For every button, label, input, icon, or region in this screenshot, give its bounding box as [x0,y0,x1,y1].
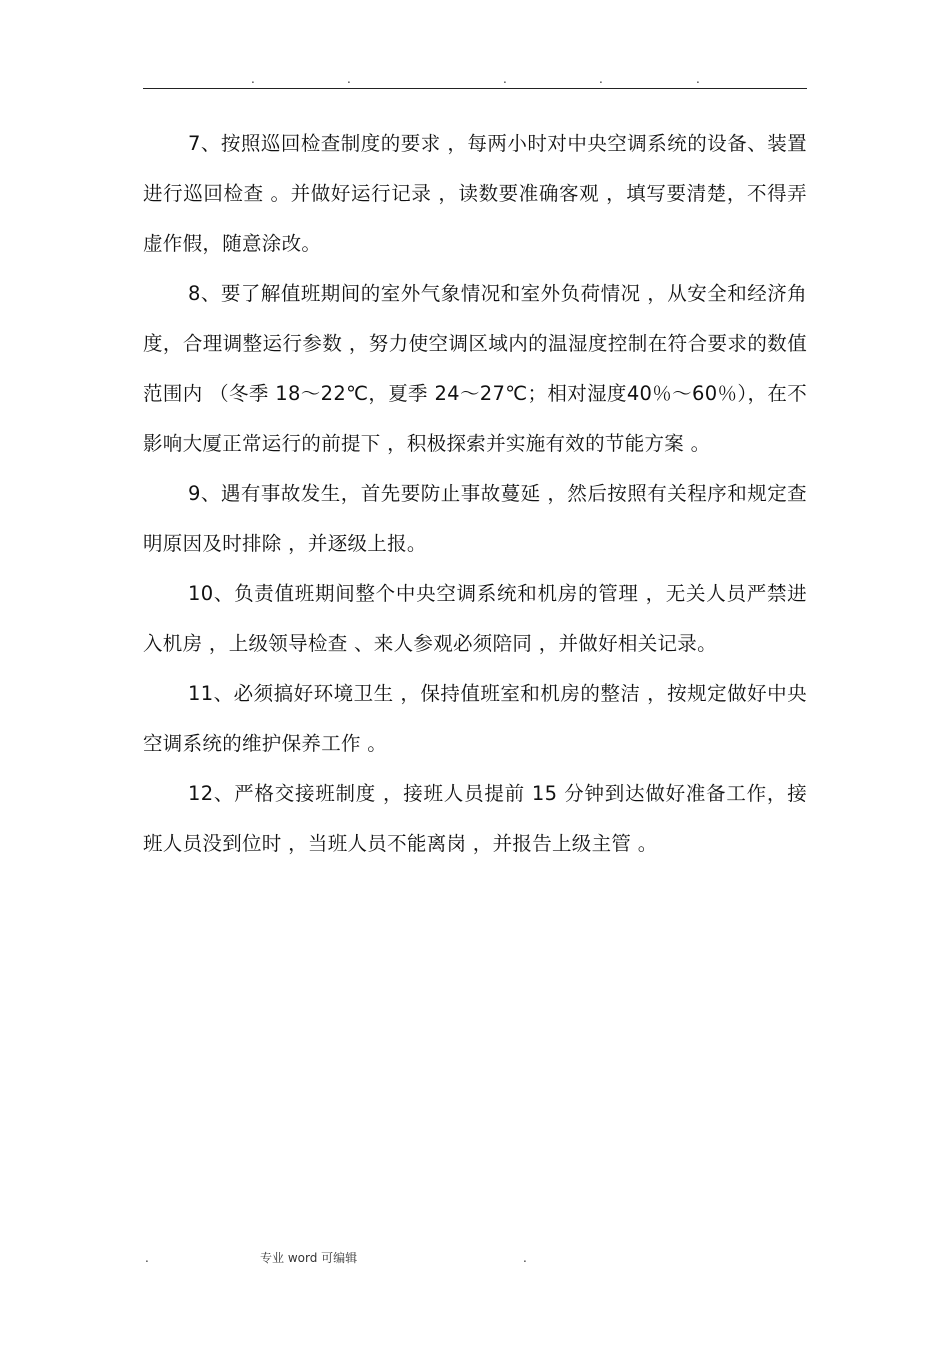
header-dot: . [503,72,507,86]
footer-label: 专业 word 可编辑 [260,1251,358,1265]
header-dot: . [347,72,351,86]
footer-dot-right: . [523,1251,527,1265]
paragraph-12: 12、严格交接班制度 ，接班人员提前 15 分钟到达做好准备工作，接班人员没到位时 ，当班人员不能离岗 ，并报告上级主管 。 [143,782,807,855]
paragraph-10: 10、负责值班期间整个中央空调系统和机房的管理 ，无关人员严禁进入机房 ，上级领导检查 、来人参观必须陪同 ，并做好相关记录。 [143,582,807,655]
document-body [143,119,807,869]
paragraph-7: 7、按照巡回检查制度的要求 ，每两小时对中央空调系统的设备、装置进行巡回检查 。并做好运行记录 ，读数要准确客观 ，填写要清楚，不得弄虚作假，随意涂改。 [143,132,807,255]
header-dot: . [251,72,255,86]
header-dot: . [696,72,700,86]
paragraph-9: 9、遇有事故发生，首先要防止事故蔓延 ，然后按照有关程序和规定查明原因及时排除 ，并逐级上报。 [143,482,807,555]
paragraph-11: 11、必须搞好环境卫生 ，保持值班室和机房的整洁 ，按规定做好中央空调系统的维护保养工作 。 [143,682,807,755]
footer-dot-left: . [145,1251,149,1265]
header-rule [143,88,807,89]
header-dot: . [599,72,603,86]
paragraph-8: 8、要了解值班期间的室外气象情况和室外负荷情况 ，从安全和经济角度，合理调整运行参数 ，努力使空调区域内的温湿度控制在符合要求的数值范围内 （冬季 18～22℃，夏季 24～27℃；相对湿度40％～60％），在不影响大厦正常运行的前提下 ，积极探索并实施有效的节能方案 。 [143,282,807,455]
